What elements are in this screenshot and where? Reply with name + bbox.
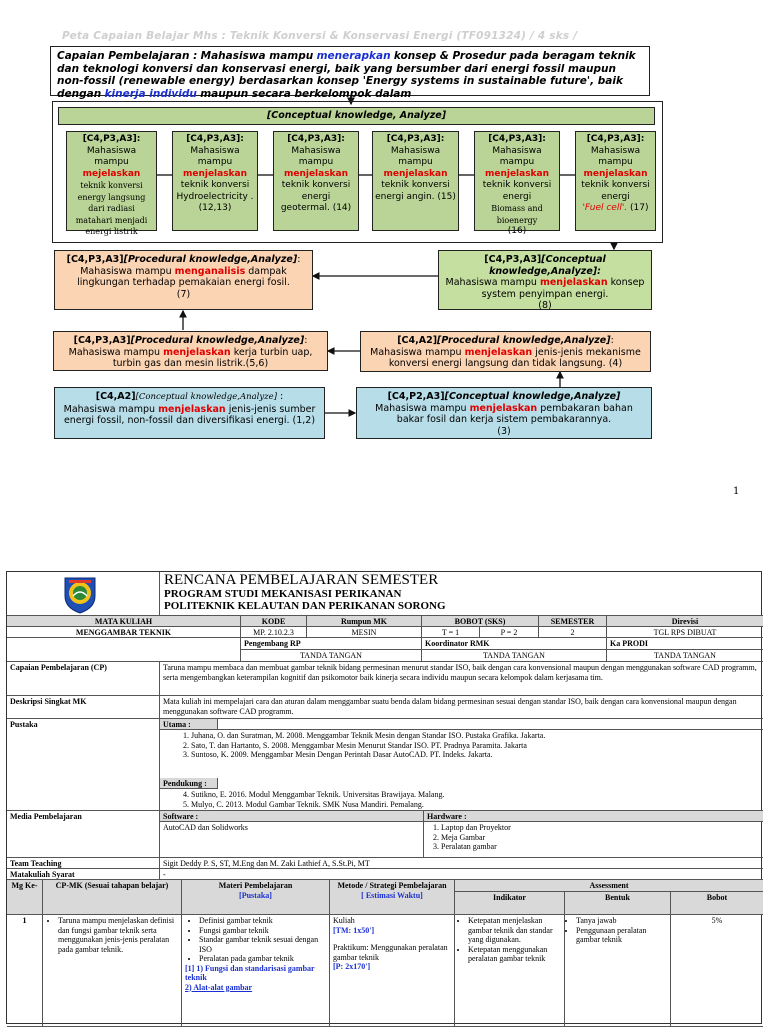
card-post: teknik konversi energi angin. (15) [375, 180, 456, 202]
h-kaprodi: Ka PRODI [607, 638, 763, 650]
pustaka-utama-item: 1. Juhana, O. dan Suratman, M. 2008. Menggambar Teknik Mesin dengan Standar ISO. Pustaka Grafika. Jakarta. [191, 731, 760, 741]
outcome-box-5-6: [C4,P3,A3][Procedural knowledge,Analyze]: Mahasiswa mampu menjelaskan kerja turbin uap, turbin gas dan mesin listrik.(5,6) [53, 331, 328, 371]
v-praktik: P = 2 [480, 627, 539, 638]
card-post-term: Biomass and bioenergy [491, 204, 543, 225]
card-verb: menjelaskan [383, 168, 448, 179]
learning-outcome-text-2: konsep & Prosedur pada beragam teknik dan teknologi konversi dan konservasi energi, baik yang bersumber dari energi fossil maupun non-fossil (renewable energy) berdasarkan konsep 'Energy systems in sustainable future', baik dengan [57, 50, 636, 100]
value-syarat: - [160, 869, 763, 880]
row1-materi-item: • Definisi gambar teknik [199, 916, 326, 926]
box-kind: [Procedural knowledge,Analyze] [123, 254, 298, 265]
outcome-box-1-2: [C4,A2][Conceptual knowledge,Analyze] : Mahasiswa mampu menjelaskan jenis-jenis sumber energi fossil, non-fossil dan diversifikasi energi. (1,2) [54, 387, 325, 439]
card-post: teknik konversi energi [581, 180, 650, 202]
signature-kaprodi: TANDA TANGAN [607, 650, 763, 662]
value-deskripsi: Mata kuliah ini mempelajari cara dan aturan dalam menggambar suatu benda dalam bidang permesinan sesuai dengan standar ISO, baik dengan cara konvensional maupun dengan menggunakan software CAD programm. [160, 696, 763, 719]
th-bentuk: Bentuk [565, 892, 671, 915]
v-rumpun: MESIN [307, 627, 422, 638]
learning-outcome-label: Capaian Pembelajaran : [57, 50, 198, 62]
outcome-card-solar [66, 131, 157, 236]
v-semester: 2 [539, 627, 607, 638]
signature-pengembang: TANDA TANGAN [241, 650, 422, 662]
box-verb: menjelaskan [469, 402, 538, 414]
signature-koordinator: TANDA TANGAN [422, 650, 607, 662]
outcome-box-3 [356, 387, 652, 439]
h-bobot: BOBOT (SKS) [422, 616, 539, 627]
card-code: [C4,P3,A3]: [386, 134, 445, 144]
card-verb: menjelaskan [583, 168, 648, 179]
card-post: teknik konversi energy langsung dari radiasi matahari menjadi energi listrik [75, 181, 148, 236]
th-bobot: Bobot [671, 892, 763, 915]
v-matakuliah: MENGGAMBAR TEKNIK [7, 627, 241, 638]
box-pre: Mahasiswa mampu [68, 346, 161, 358]
v-direvisi: TGL RPS DIBUAT [607, 627, 763, 638]
box-pre: Mahasiswa mampu [375, 402, 467, 414]
row1-kuliah: Kuliah [333, 916, 355, 925]
th-metode [330, 880, 455, 915]
row1-cpmk-cell [43, 915, 182, 1027]
th-assessment: Assessment [455, 880, 763, 892]
outcome-box-7: [C4,P3,A3][Procedural knowledge,Analyze]: Mahasiswa mampu menganalisis dampak lingkungan terhadap pemakaian energi fosil. (7) [54, 250, 313, 310]
card-code: [C4,P3,A3]: [586, 134, 645, 144]
card-verb: menjelaskan [182, 168, 248, 179]
learning-outcome-text-3: maupun secara berkelompok dalam [200, 87, 412, 100]
box-code: [C4,P3,A3] [484, 254, 542, 265]
row1-cpmk-list [46, 916, 178, 954]
blank-cell [218, 719, 763, 730]
pustaka-pendukung-item: 5. Mulyo, C. 2013. Modul Gambar Teknik. SMK Nusa Mandiri. Pemalang. [191, 800, 760, 810]
row1-bentuk-item: • Tanya jawab [576, 916, 667, 926]
row1-indikator-item: • Ketepatan menjelaskan gambar teknik dan standar yang digunakan. [468, 916, 561, 945]
box-num: (7) [176, 288, 191, 300]
box-code: [C4,A2] [95, 391, 136, 402]
box-pre: Mahasiswa mampu [63, 403, 156, 415]
hardware-item: 1. Laptop dan Proyektor [441, 823, 760, 833]
box-verb: menjelaskan [464, 346, 533, 358]
box-kind: [Conceptual knowledge,Analyze] [135, 392, 278, 402]
row1-ref-1: [1] 1) Fungsi dan standarisasi gambar teknik [185, 963, 315, 982]
box-kind: [Procedural knowledge,Analyze] [437, 335, 611, 346]
card-post-num: (17) [630, 203, 649, 213]
row1-p: [P: 2x170'] [333, 962, 371, 971]
h-koordinator: Koordinator RMK [422, 638, 607, 650]
row1-tm: [TM: 1x50'] [333, 925, 375, 935]
row1-bobot: 5% [671, 915, 763, 1027]
th-metode-estimasi: [ Estimasi Waktu] [361, 890, 423, 900]
outcome-card-hydro [172, 131, 258, 231]
card-verb: menjelaskan [283, 168, 349, 179]
th-materi [182, 880, 330, 915]
box-post: pembakaran bahan bakar fosil dan kerja sistem pembakarannya. [396, 402, 633, 425]
card-post: teknik konversi energi [482, 180, 552, 202]
blank-cell [7, 638, 241, 662]
card-post: teknik konversi Hydroelectricity . (12,13) [176, 180, 254, 213]
row1-praktikum: Praktikum: Menggunakan peralatan gambar teknik [333, 943, 448, 962]
th-materi-pustaka: [Pustaka] [239, 890, 272, 900]
row1-ref-2: 2) Alat-alat gambar [185, 982, 253, 992]
value-cp: Taruna mampu membaca dan membuat gambar teknik bidang permesinan menurut standar ISO, baik dengan cara konvensional maupun dengan menggunakan software CAD programm, serta mengembangkan keterampilan kognitif dan psikomotor baik kinerja secara individu maupun secara kelompok dalam kerjasama tim. [160, 662, 763, 696]
hardware-heading: Hardware : [424, 811, 763, 822]
page-number: 1 [733, 486, 740, 497]
hardware-cell [424, 822, 763, 858]
map-title: Peta Capaian Belajar Mhs : Teknik Konversi & Konservasi Energi (TF091324) / 4 sks / [62, 30, 578, 42]
h-direvisi: Direvisi [607, 616, 763, 627]
box-kind: [Conceptual knowledge,Analyze]: [489, 254, 606, 277]
label-cp: Capaian Pembelajaran (CP) [7, 662, 160, 696]
pustaka-pendukung-cell [160, 789, 763, 811]
box-code: [C4,A2] [397, 335, 438, 346]
th-materi-label: Materi Pembelajaran [218, 881, 293, 890]
row1-bentuk-list [568, 916, 667, 945]
value-team: Sigit Deddy P. S, ST, M.Eng dan M. Zaki Lathief A, S.St.Pi, MT [160, 858, 763, 869]
card-pre: Mahasiswa mampu [291, 145, 341, 167]
learning-outcome-verb: menerapkan [316, 50, 391, 62]
learning-outcome-text-1: Mahasiswa mampu [200, 50, 314, 62]
box-code: [C4,P2,A3] [387, 391, 445, 402]
box-post: kerja turbin uap, turbin gas dan mesin listrik.(5,6) [112, 346, 313, 369]
card-pre: Mahasiswa mampu [390, 145, 441, 167]
th-indikator: Indikator [455, 892, 565, 915]
card-pre: Mahasiswa mampu [190, 145, 240, 167]
conceptual-knowledge-banner: [Conceptual knowledge, Analyze] [58, 107, 655, 125]
row1-bentuk-cell [565, 915, 671, 1027]
pustaka-utama-list [163, 731, 760, 760]
card-pre: Mahasiswa mampu [86, 145, 137, 167]
label-deskripsi: Deskripsi Singkat MK [7, 696, 160, 719]
h-kode: KODE [241, 616, 307, 627]
logo-cell [7, 572, 160, 616]
card-post-term: 'Fuel cell'. [582, 203, 628, 213]
box-post: jenis-jenis mekanisme konversi energi langsung dan tidak langsung. (4) [388, 346, 641, 369]
card-code: [C4,P3,A3]: [488, 134, 546, 144]
row1-indikator-list [458, 916, 561, 964]
box-pre: Mahasiswa mampu [445, 277, 537, 288]
utama-heading: Utama : [160, 719, 218, 730]
box-code: [C4,P3,A3] [66, 254, 124, 265]
h-matakuliah: MATA KULIAH [7, 616, 241, 627]
card-verb: menjelaskan [484, 168, 550, 179]
h-rumpun: Rumpun MK [307, 616, 422, 627]
box-kind: [Procedural knowledge,Analyze] [130, 335, 305, 346]
card-verb: mejelaskan [82, 168, 141, 179]
pustaka-utama-item: 3. Suntoso, K. 2009. Menggambar Mesin Dengan Perintah Dasar AutoCAD. PT. Indeks. Jakarta. [191, 750, 760, 760]
box-code: [C4,P3,A3] [73, 335, 131, 346]
box-post: jenis-jenis sumber energi fossil, non-fossil dan diversifikasi energi. (1,2) [63, 403, 316, 426]
th-mg: Mg Ke- [7, 880, 43, 915]
label-pustaka: Pustaka [7, 719, 160, 811]
outcome-box-4: [C4,A2][Procedural knowledge,Analyze]: Mahasiswa mampu menjelaskan jenis-jenis mekanisme konversi energi langsung dan tidak langsung. (4) [360, 331, 651, 372]
row1-materi-item: • Fungsi gambar teknik [199, 926, 326, 936]
outcome-card-wind [372, 131, 459, 231]
card-pre: Mahasiswa mampu [492, 145, 542, 167]
label-media: Media Pembelajaran [7, 811, 160, 858]
h-pengembang: Pengembang RP [241, 638, 422, 650]
row1-bentuk-item: • Penggunaan peralatan gambar teknik [576, 926, 667, 945]
row1-materi-cell [182, 915, 330, 1027]
v-kode: MP. 2.10.2.3 [241, 627, 307, 638]
row1-cpmk: • Taruna mampu menjelaskan definisi dan fungsi gambar teknik serta menggunakan jenis-jenis peralatan pada gambar teknik. [58, 916, 178, 954]
outcome-box-8 [438, 250, 652, 310]
pendukung-heading: Pendukung : [160, 778, 218, 789]
pustaka-pendukung-item: 4. Sutikno, E. 2016. Modul Menggambar Teknik. Universitas Brawijaya. Malang. [191, 790, 760, 800]
label-team: Team Teaching [7, 858, 160, 869]
box-pre: Mahasiswa mampu [370, 346, 462, 358]
box-post: konsep system penyimpan energi. [481, 277, 645, 300]
th-cpmk: CP-MK (Sesuai tahapan belajar) [43, 880, 182, 915]
outcome-card-geothermal [273, 131, 359, 231]
hardware-list [427, 823, 760, 852]
card-code: [C4,P3,A3]: [287, 134, 345, 144]
hardware-item: 2. Meja Gambar [441, 833, 760, 843]
h-semester: SEMESTER [539, 616, 607, 627]
v-teori: T = 1 [422, 627, 480, 638]
software-heading: Software : [160, 811, 424, 822]
box-pre: Mahasiswa mampu [80, 265, 172, 277]
box-post: dampak lingkungan terhadap pemakaian energi fosil. [77, 265, 290, 288]
hardware-item: 3. Peralatan gambar [441, 842, 760, 852]
outcome-card-fuel-cell [575, 131, 656, 231]
box-kind: [Conceptual knowledge,Analyze] [444, 391, 621, 402]
box-verb: menganalisis [174, 265, 246, 277]
card-post: teknik konversi energi geotermal. (14) [280, 180, 352, 213]
outcome-card-biomass [474, 131, 560, 236]
card-code: [C4,P3,A3]: [186, 134, 244, 144]
row1-indikator-item: • Ketepatan menggunakan peralatan gambar teknik [468, 945, 561, 964]
card-post-num: (16) [507, 226, 527, 236]
th-metode-label: Metode / Strategi Pembelajaran [337, 881, 447, 890]
label-syarat: Matakuliah Syarat [7, 869, 160, 880]
institution-logo [59, 574, 101, 614]
pustaka-utama-item: 2. Sato, T. dan Hartanto, S. 2008. Menggambar Mesin Menurut Standar ISO. PT. Pradnya Paramita. Jakarta [191, 741, 760, 751]
row1-metode-cell [330, 915, 455, 1027]
card-pre: Mahasiswa mampu [590, 145, 641, 167]
box-verb: menjelaskan [163, 346, 231, 358]
box-verb: menjelaskan [158, 403, 226, 415]
box-num: (8) [538, 300, 552, 311]
learning-outcome-box [50, 46, 650, 100]
row1-indikator-cell [455, 915, 565, 1027]
rps-program: PROGRAM STUDI MEKANISASI PERIKANAN [164, 588, 402, 600]
rps-title: RENCANA PEMBELAJARAN SEMESTER [164, 572, 439, 588]
row1-mg: 1 [7, 915, 43, 1027]
pustaka-pendukung-list [163, 790, 760, 809]
row1-materi-list [185, 916, 326, 964]
title-cell [160, 572, 763, 616]
card-code: [C4,P3,A3]: [82, 134, 141, 144]
row1-materi-item: • Peralatan pada gambar teknik [199, 954, 326, 964]
software-value: AutoCAD dan Solidworks [160, 822, 424, 858]
rps-school: POLITEKNIK KELAUTAN DAN PERIKANAN SORONG [164, 600, 446, 612]
learning-outcome-verb-2: kinerja individu [104, 87, 197, 100]
row1-materi-item: • Standar gambar teknik sesuai dengan ISO [199, 935, 326, 954]
box-num: (3) [497, 425, 511, 437]
rps-document [6, 571, 762, 1024]
pustaka-utama-cell [160, 730, 763, 778]
box-verb: menjelaskan [539, 277, 608, 288]
